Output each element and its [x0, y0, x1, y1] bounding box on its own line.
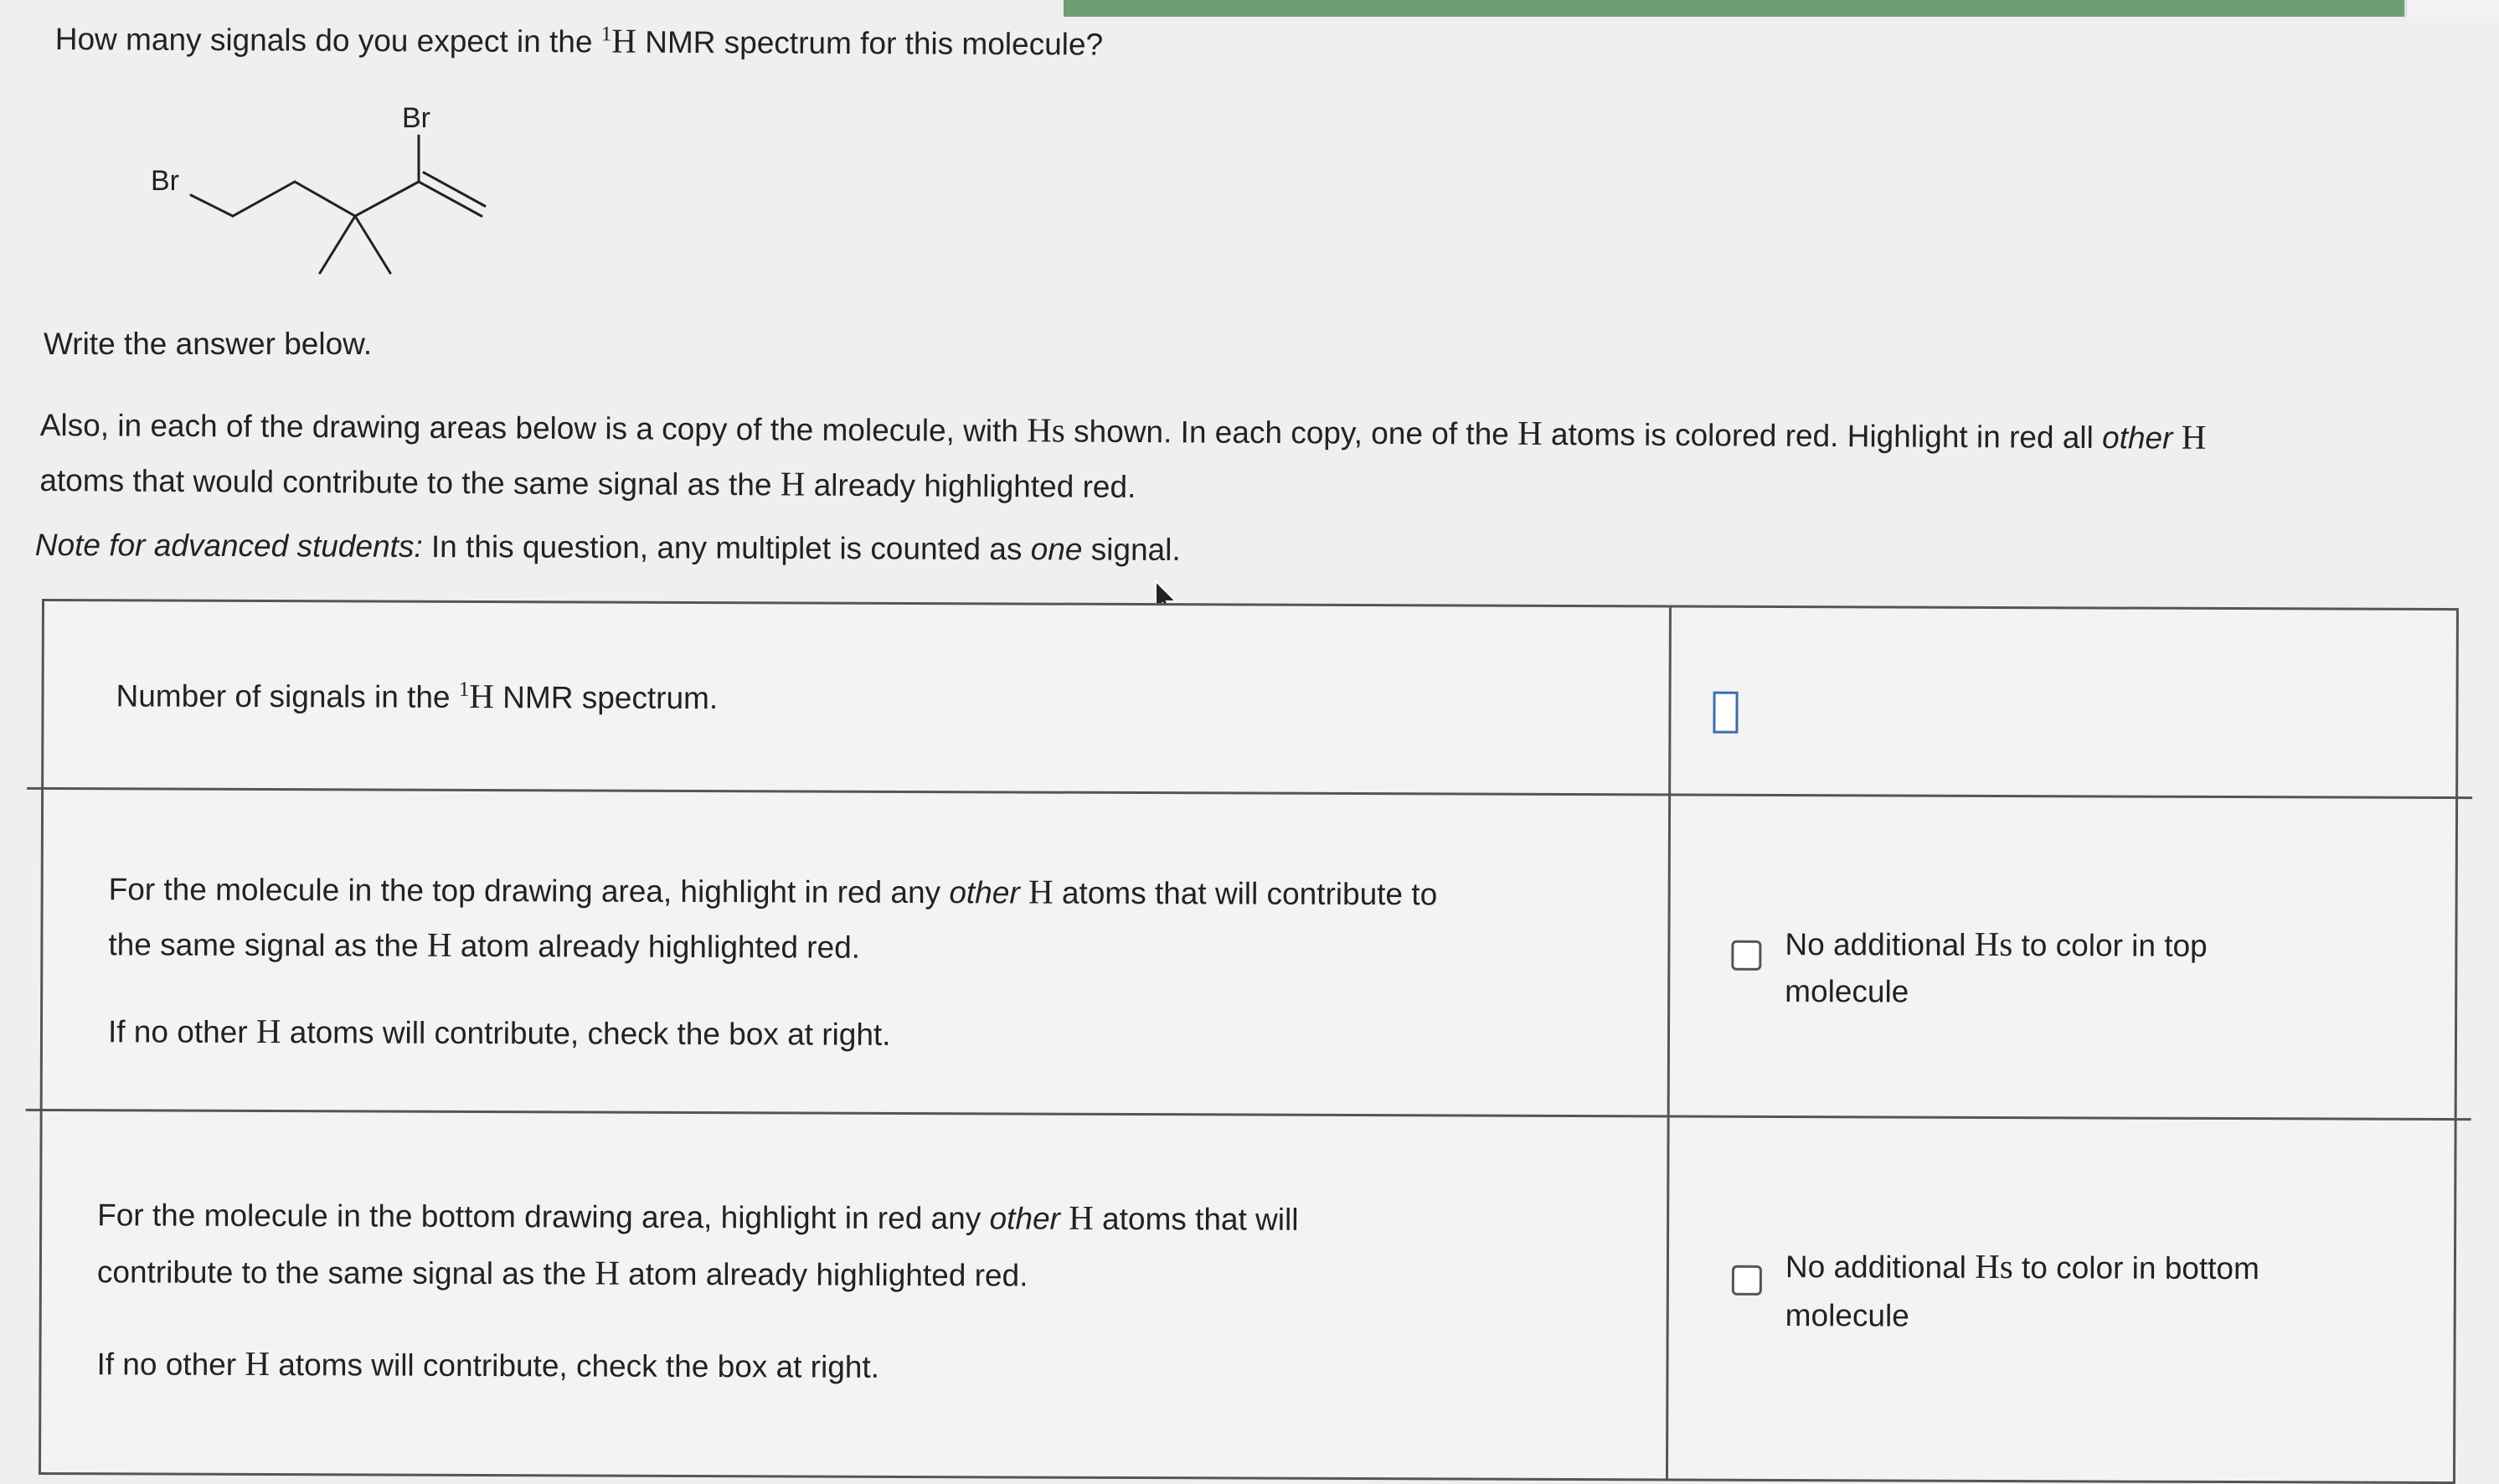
bond-c3-methyl-b: [355, 216, 390, 273]
header-green-band: [1064, 0, 2499, 17]
atom-label-br-left: Br: [151, 165, 179, 197]
bond-c3-methyl-a: [320, 216, 355, 273]
no-additional-top-label: No additional Hs to color in top molecule: [1785, 924, 2208, 1009]
no-additional-top-checkbox[interactable]: [1731, 940, 1761, 971]
question-prefix: How many signals do you expect in the: [54, 21, 593, 59]
instructions-line-2: atoms that would contribute to the same signal as the H already highlighted red.: [39, 462, 1136, 504]
signals-count-input[interactable]: [1713, 692, 1738, 734]
instructions-line-1: Also, in each of the drawing areas below is a copy of the molecule, with Hs shown. In each copy, one of the H atoms is colored red. Highlight in red all other H: [39, 407, 2207, 456]
bond-c1-c2: [233, 182, 295, 216]
question-text: [55, 12, 1104, 75]
no-additional-bottom-label: No additional Hs to color in bottom molecule: [1785, 1246, 2259, 1333]
atom-label-br-top: Br: [402, 102, 430, 134]
answer-table: [39, 599, 2459, 1484]
top-molecule-instructions: For the molecule in the top drawing area, highlight in red any other H atoms that will contribute to the same signal as the H atom already highlighted red. If no other H atoms will contribute, check the box at right.: [107, 872, 1438, 1052]
isotope-mass: 1: [600, 23, 612, 46]
isotope-symbol: H: [611, 21, 637, 60]
row-divider-1: [27, 787, 2472, 799]
bottom-molecule-instructions: For the molecule in the bottom drawing area, highlight in red any other H atoms that will contribute to the same signal as the H atom already highlighted red. If no other H atoms will contribute, check the box at right.: [96, 1198, 1299, 1384]
bond-c2-c3: [295, 182, 355, 216]
bond-c3-c4: [355, 182, 419, 216]
instructions-paragraph: [39, 397, 2206, 521]
molecule-structure: [142, 84, 511, 293]
row-divider-2: [26, 1109, 2471, 1121]
question-suffix: NMR spectrum for this molecule?: [645, 24, 1104, 62]
signals-count-label: Number of signals in the $^1$H NMR spectrum.: [116, 676, 719, 716]
header-tab[interactable]: [2404, 0, 2499, 17]
bond-br-c1: [191, 195, 233, 216]
no-additional-bottom-checkbox[interactable]: [1732, 1265, 1762, 1296]
write-answer-text: Write the answer below.: [44, 327, 373, 361]
advanced-note: Note for advanced students: In this question, any multiplet is counted as one signal.: [34, 527, 1181, 567]
column-divider: [1666, 607, 1672, 1478]
